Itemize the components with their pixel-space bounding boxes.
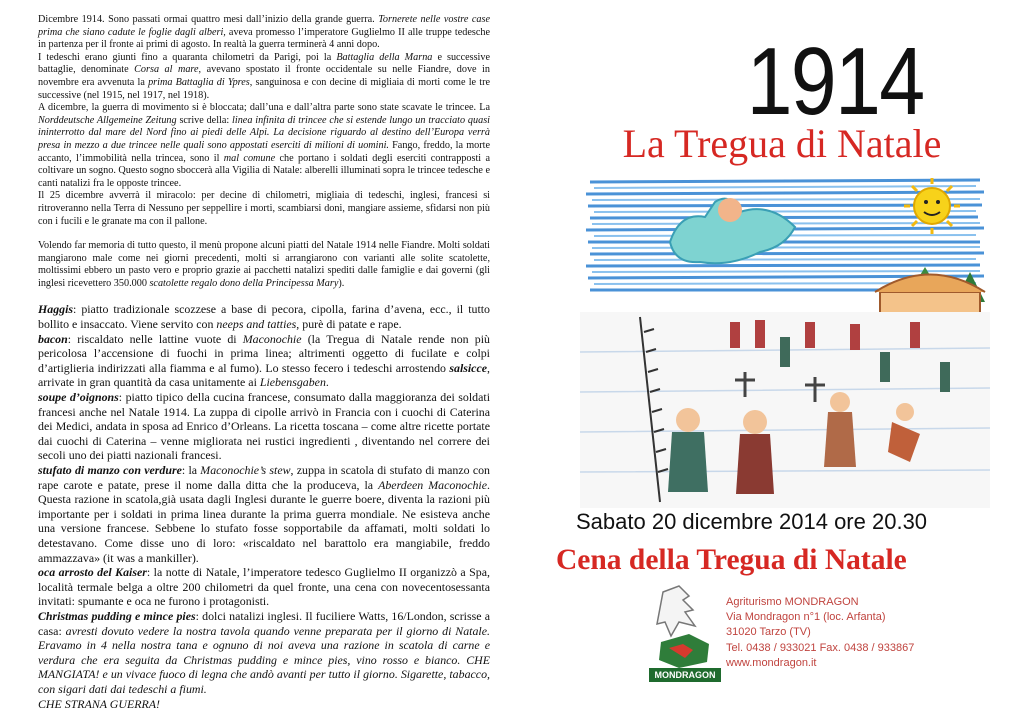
pudding-item: Christmas pudding e mince pies: dolci natalizi inglesi. Il fuciliere Watts, 16/London, scrisse a casa: avresti dovuto vedere la nostra tavola quando venne preparata per il giorno di Natale. Eravamo in 4 nella nostra tana e ognuno di noi aveva una razione in scatola di carne e verdura che era seguita da Christmas pudding e mince pies, vino rosso e bianco. CHE MANGIATA! e un vivace fuoco di legna che andò avanti per tutto il giorno. Sigarette, tabacco, con sigari dati dai tedeschi a fiumi.	[38, 608, 490, 696]
bacon-item: bacon: riscaldato nelle lattine vuote di Maconochie (la Tregua di Natale rende non più pericolosa l’accensione di fuochi in prima linea; altrimenti oggetto di fucilate e colpi d’artiglieria indirizzati alla fiamma e al fumo). Lo stesso fecero i tedeschi arrostendo salsicce, arrivate in gran quantità da casa unitamente ai Liebensgaben.	[38, 331, 490, 390]
memoria-paragraph: Volendo far memoria di tutto questo, il menù propone alcuni piatti del Natale 1914 nelle Fiandre. Molti soldati mangiarono male come nei giorni precedenti, molti si arrangiarono con varianti alle solite scatolette, moltissimi ebbero un pasto vero e proprio grazie ai pacchetti natalizi spediti dalle famiglie e dai governi (gli inglesi ricevettero 350.000 scatolette regalo dono della Principessa Mary).	[38, 240, 490, 289]
stufato-item: stufato di manzo con verdure: la Maconochie’s stew, zuppa in scatola di stufato di manzo con rape carote e patate, prese il nome dalla ditta che la produceva, la Aberdeen Maconochie. Questa razione in scatola,già usata dagli Inglesi durante le guerre boere, diventa la razioni più importante per i soldati in prima linea durante la prima guerra mondiale. Ne esisteva anche una versione francese. Sebbene lo stufato fosse sopportabile da affamati, molti soldati lo detestavano. Come disse uno di loro: «riscaldato nel barattolo era mangiabile, freddo ammazzava» (it was a mankiller).	[38, 463, 490, 565]
event-date: Sabato 20 dicembre 2014 ore 20.30	[576, 509, 928, 534]
contact-city: 31020 Tarzo (TV)	[726, 626, 811, 639]
contact-block	[726, 595, 946, 671]
children-drawing	[580, 172, 990, 508]
closing-line: CHE STRANA GUERRA!	[38, 696, 160, 711]
contact-address: Via Mondragon n°1 (loc. Arfanta)	[726, 611, 886, 624]
trincee-paragraph: A dicembre, la guerra di movimento si è bloccata; dall’una e dall’altra parte sono state scavate le trincee. La Norddeutsche Allgemeine Zeitung scrive della: linea infinita di trincee che si estende lungo un tracciato quasi ininterrotto dal mare del Nord fino ai piedi delle Alpi. La decisione riguardo al destino dell’Europa verrà presa in mezzo a due trincee nelle quali sono appostati eserciti di milioni di uomini. Fango, freddo, la morte accanto, l’immobilità nella trincea, sono il mal comune che portano i soldati degli eserciti contrapposti a coltivare un sogno. Questo sogno sboccerà alla Vigilia di Natale: alberelli illuminati sopra le trincee tedesche e canti natalizi fra le opposte trincee.	[38, 102, 491, 189]
contact-website: www.mondragon.it	[726, 656, 817, 669]
poster-column	[512, 0, 1024, 724]
marne-paragraph: I tedeschi erano giunti fino a quaranta chilometri da Parigi, poi la Battaglia della Marna e successive battaglie, denominate Corsa al mare, avevano spostato il fronte occidentale su nelle Fiandre, dove in novembre era avvenuta la prima Battaglia di Ypres, sanguinosa e con decine di migliaia di morti come le tre successive (nel 1915, nel 1917, nel 1918).	[38, 51, 490, 101]
tregua-title: La Tregua di Natale	[622, 121, 942, 166]
logo-label: MONDRAGON	[649, 668, 721, 682]
soupe-item: soupe d’oignons: piatto tipico della cucina francese, consumato dalla maggioranza dei soldati francesi anche nel Natale 1914. La zuppa di cipolle arrivò in Francia con i cuochi di Caterina dei Medici, andata in sposa ad Enrico d’Orleans. La ricetta toscana – come altre ricette portate dai cuochi di Caterina – venne migliorata nei rustici ingredienti , diventando nel correre dei secoli uno dei piatti nazionali francesi.	[38, 390, 490, 463]
oca-item: oca arrosto del Kaiser: la notte di Natale, l’imperatore tedesco Guglielmo II organizzò a Spa, località termale belga a oltre 200 chilometri da quel fronte, una cena con novecentosessanta invitati: spumante e oca ne furono i protagonisti.	[38, 565, 490, 609]
contact-phone: Tel. 0438 / 933021 Fax. 0438 / 933867	[726, 641, 915, 654]
article-column	[38, 14, 490, 711]
miracolo-paragraph: Il 25 dicembre avverrà il miracolo: per decine di chilometri, migliaia di tedeschi, inglesi, francesi si ritroveranno nella Terra di Nessuno per seppellire i morti, scambiarsi doni, mangiare assieme, sfidarsi non più con i fucili e le granate ma con il pallone.	[38, 190, 490, 227]
haggis-item: Haggis: piatto tradizionale scozzese a base di pecora, cipolla, farina d’avena, ecc., il tutto bollito e insaccato. Viene servito con neeps and tatties, purè di patate e rape.	[38, 302, 490, 332]
intro-paragraph: Dicembre 1914. Sono passati ormai quattro mesi dall’inizio della grande guerra. Tornerete nelle vostre case prima che siano cadute le foglie dagli alberi, aveva promesso l’imperatore Guglielmo II alle truppe tedesche in partenza per il fronte ai primi di agosto. In realtà la guerra terminerà 4 anni dopo.	[38, 14, 490, 51]
mondragon-logo	[649, 582, 721, 682]
event-title: Cena della Tregua di Natale	[556, 544, 907, 576]
year-title: 1914	[746, 28, 924, 135]
contact-name: Agriturismo MONDRAGON	[726, 596, 859, 608]
